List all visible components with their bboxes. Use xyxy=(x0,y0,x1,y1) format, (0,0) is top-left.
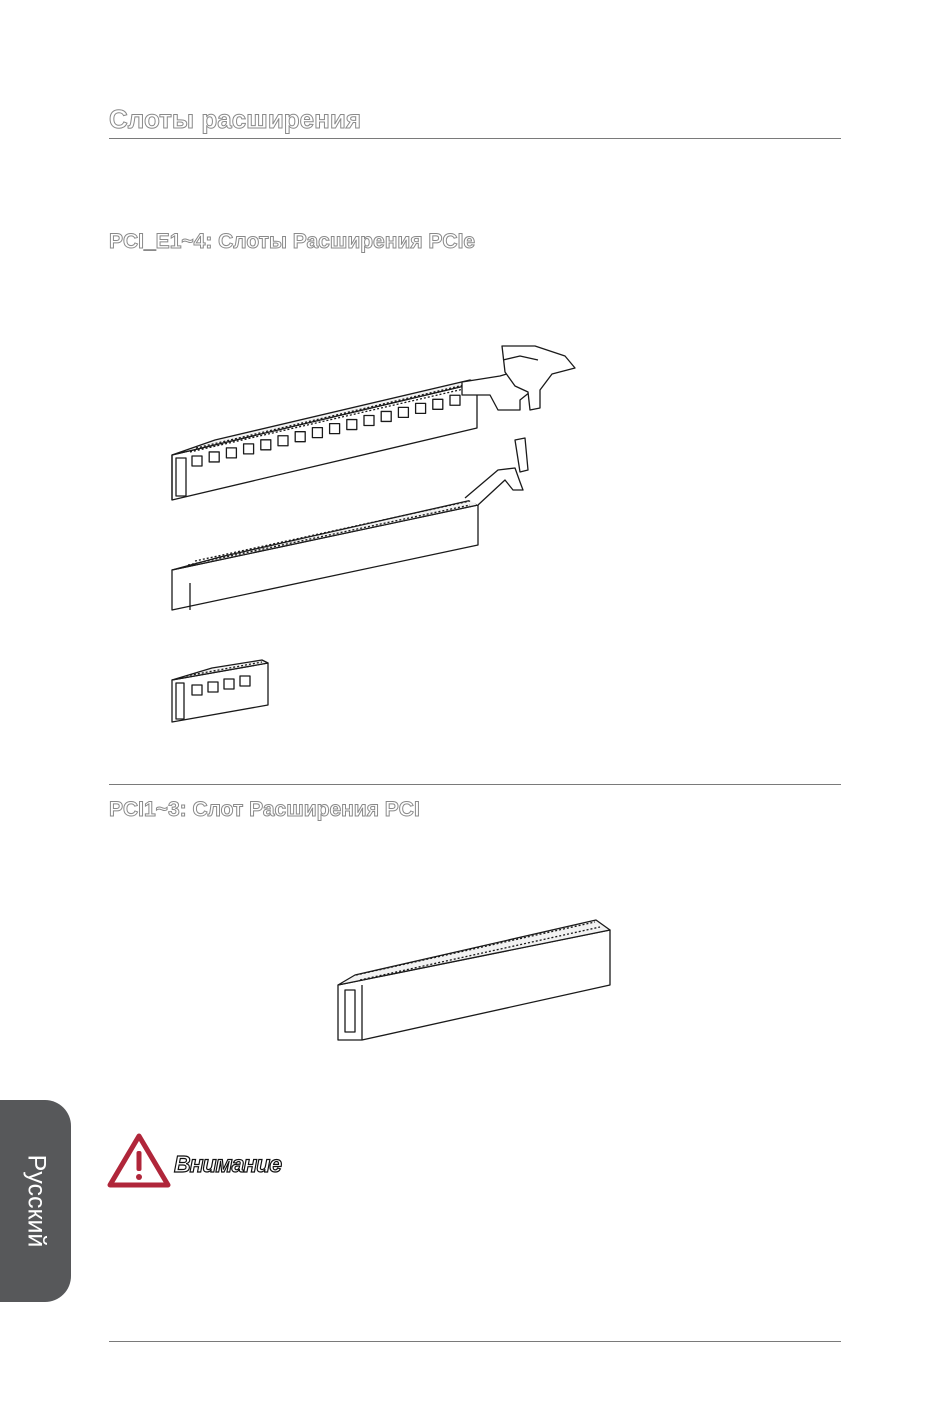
pci-heading: PCI1~3: Слот Расширения PCI xyxy=(109,798,420,821)
footer-rule xyxy=(109,1341,841,1342)
pcie-heading: PCI_E1~4: Слоты Расширения PCIe xyxy=(109,230,476,253)
language-tab-label: Русский xyxy=(22,1154,51,1248)
section-title: Слоты расширения xyxy=(109,104,362,134)
warning-label: Внимание xyxy=(174,1151,282,1177)
